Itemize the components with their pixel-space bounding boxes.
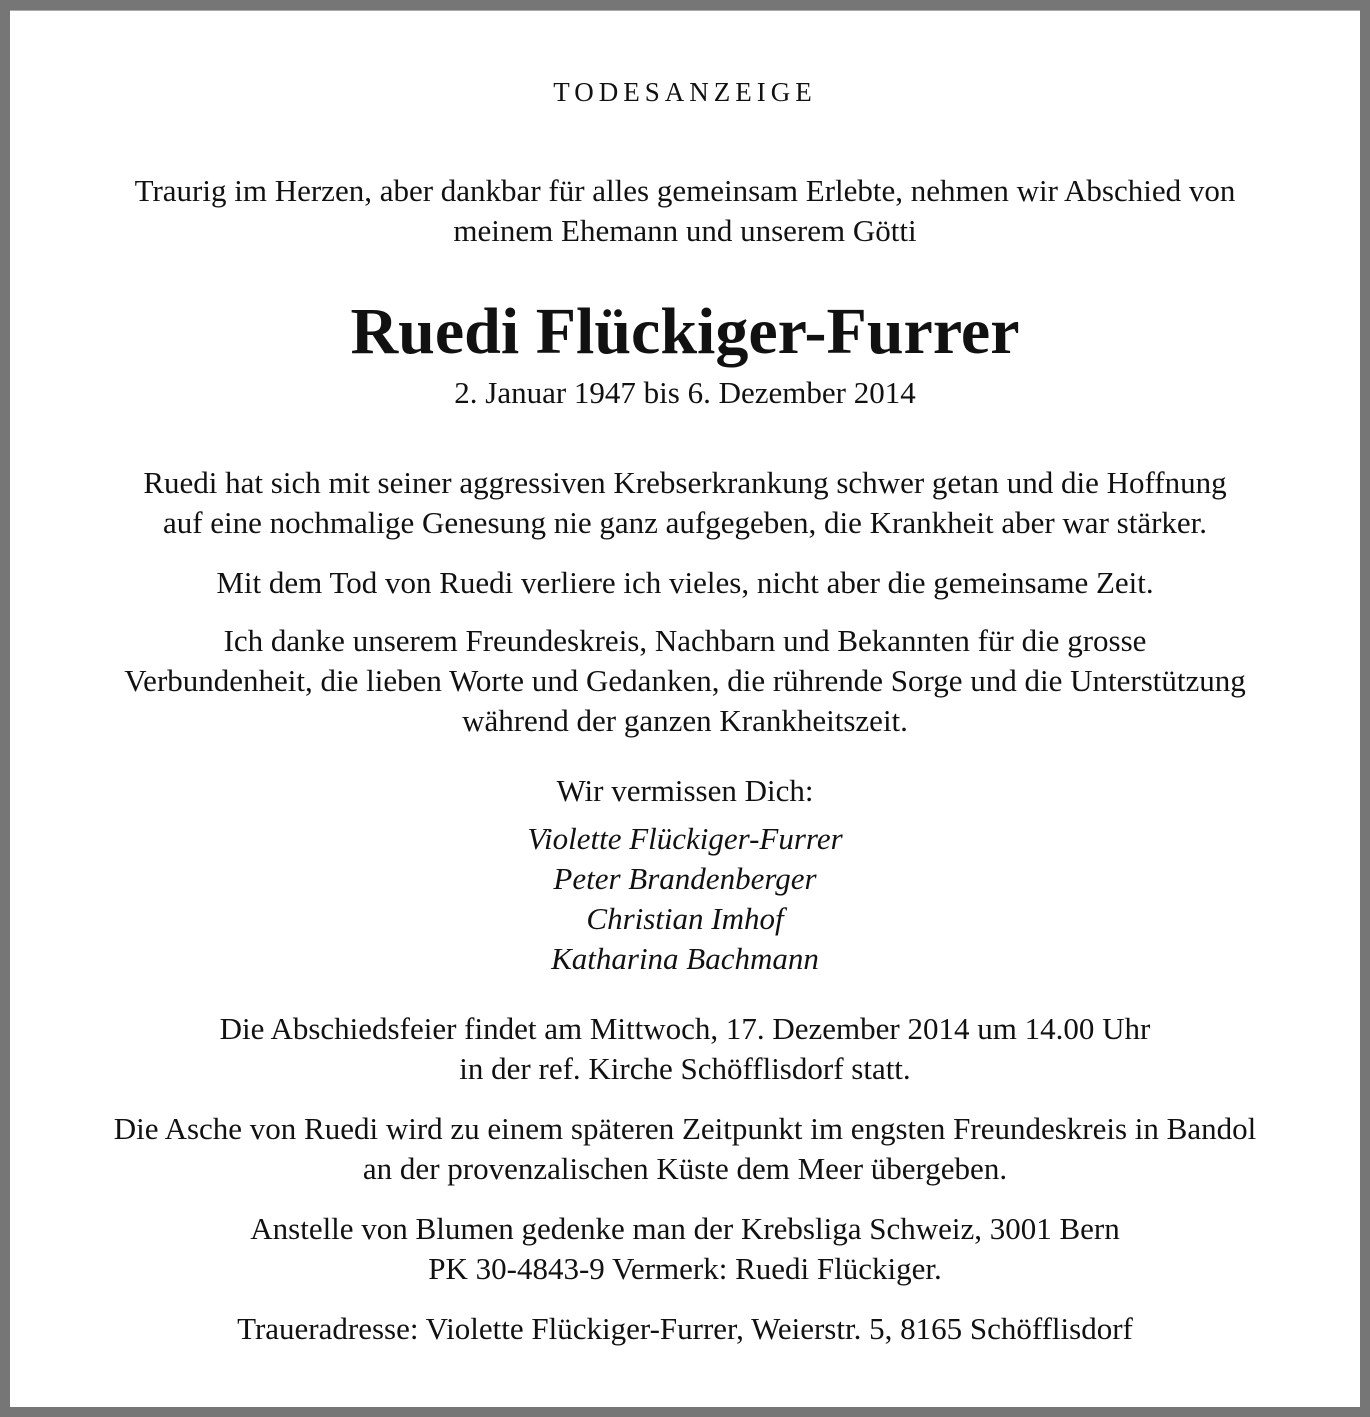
text-line: Die Asche von Ruedi wird zu einem späteren Zeitpunkt im engsten Freundeskreis in Bandol (113, 1111, 1257, 1146)
text-line: Die Abschiedsfeier findet am Mittwoch, 17. Dezember 2014 um 14.00 Uhr (219, 1011, 1151, 1046)
mourner-name: Peter Brandenberger (553, 861, 817, 896)
intro-line: meinem Ehemann und unserem Götti (453, 213, 917, 248)
text-line: Mit dem Tod von Ruedi verliere ich vieles, nicht aber die gemeinsame Zeit. (216, 565, 1154, 600)
ceremony-paragraph (10, 1009, 1360, 1089)
mourner-name: Violette Flückiger-Furrer (527, 821, 843, 856)
ashes-paragraph (10, 1109, 1360, 1189)
text-line: Ich danke unserem Freundeskreis, Nachbarn und Bekannten für die grosse (223, 623, 1147, 658)
death-notice (10, 10, 1360, 1407)
loss-paragraph (10, 563, 1360, 603)
intro-line: Traurig im Herzen, aber dankbar für alles gemeinsam Erlebte, nehmen wir Abschied von (134, 173, 1236, 208)
text-line: Ruedi hat sich mit seiner aggressiven Krebserkrankung schwer getan und die Hoffnung (143, 465, 1227, 500)
life-dates: 2. Januar 1947 bis 6. Dezember 2014 (454, 375, 916, 410)
intro-text (10, 171, 1360, 251)
text-line: PK 30-4843-9 Vermerk: Ruedi Flückiger. (428, 1251, 942, 1286)
mourners-intro: Wir vermissen Dich: (556, 773, 814, 808)
mourner-name: Christian Imhof (586, 901, 784, 936)
heading: TODESANZEIGE (553, 77, 817, 107)
mourner-name: Katharina Bachmann (551, 941, 819, 976)
illness-paragraph (10, 463, 1360, 543)
text-line: während der ganzen Krankheitszeit. (462, 703, 908, 738)
mourning-address: Traueradresse: Violette Flückiger-Furrer, Weierstr. 5, 8165 Schöfflisdorf (237, 1311, 1133, 1346)
text-line: an der provenzalischen Küste dem Meer übergeben. (362, 1151, 1008, 1186)
donation-paragraph (10, 1209, 1360, 1289)
thanks-paragraph (10, 621, 1360, 741)
text-line: auf eine nochmalige Genesung nie ganz aufgegeben, die Krankheit aber war stärker. (162, 505, 1208, 540)
text-line: Anstelle von Blumen gedenke man der Krebsliga Schweiz, 3001 Bern (250, 1211, 1120, 1246)
deceased-name: Ruedi Flückiger-Furrer (350, 295, 1020, 368)
text-line: in der ref. Kirche Schöfflisdorf statt. (459, 1051, 911, 1086)
mourners-list (10, 819, 1360, 979)
text-line: Verbundenheit, die lieben Worte und Gedanken, die rührende Sorge und die Unterstützung (124, 663, 1246, 698)
